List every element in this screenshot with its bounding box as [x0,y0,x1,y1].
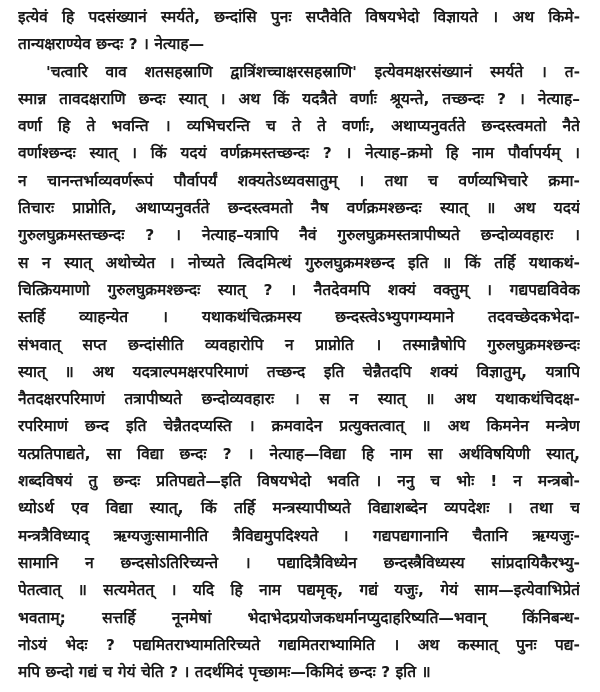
text-line: भवताम्; सत्तर्हि नूनमेषां भेदाभेदप्रयोजकधर्मानप्युदाहरिष्यति—भवान् किंनिबन्ध- [18,608,580,627]
text-line: संभवात् सप्त छन्दांसीति व्यवहारोपि न प्राप्नोति । तस्मान्नैषोपि गुरुलघुक्रमश्छन्दः [18,335,580,354]
text-line: वर्णा हि ते भवन्ति । व्यभिचरन्ति च ते ते वर्णाः, अथाप्यनुवर्तते छन्दस्त्वमतो नैते [18,117,580,136]
text-line: शब्दविषयं तु छन्दः प्रतिपद्यते—इति विषयभेदो भवति । ननु च भोः ! न मन्त्रबो- [18,472,580,491]
text-line: यत्प्रतिपाद्यते, सा विद्या छन्दः ? । नेत्याह—विद्या हि नाम सा अर्थविषयिणी स्यात्, [18,444,580,463]
text-line: स्यात् ॥ अथ यदत्राल्पमक्षरपरिमाणं तच्छन्द इति चेन्नैतदपि शक्यं विज्ञातुम्, यत्रापि [18,362,580,381]
text-line: रपरिमाणं छन्द इति चेन्नैतदप्यस्ति । क्रमवादेन प्रत्युक्तत्वात् ॥ अथ किमनेन मन्त्रेण [18,417,580,436]
text-line: स न स्यात् अथोच्येत । नोच्यते त्विदमित्थं गुरुलघुक्रमश्छन्द इति ॥ किं तर्हि यथाकथं- [18,253,580,272]
text-line: इत्येवं हि पदसंख्यानं स्मर्यते, छन्दांसि पुनः सप्तैवेति विषयभेदो विज्ञायते । अथ किमे- [18,8,580,26]
text-line: पेतत्वात् ॥ सत्यमेतत् । यदि हि नाम पद्यमृक्, गद्यं यजुः, गेयं साम—इत्येवाभिप्रेतं [18,581,580,600]
text-line: सामानि न छन्दसोऽतिरिच्यन्ते । पद्यादित्रैविध्येन छन्दस्त्रैविध्यस्य सांप्रदायिकैरभ्यु- [18,553,580,572]
document-page [18,4,580,686]
text-line: न चानन्तर्भाव्यवर्णरूपं पौर्वापर्यं शक्यतेऽध्यवसातुम् । तथा च वर्णव्यभिचारे क्रमा- [18,171,580,190]
text-line: नैतदक्षरपरिमाणं तत्रापीष्यते छन्दोव्यवहारः । स न स्यात् ॥ अथ यथाकथंचिदक्ष- [18,390,580,409]
paragraph-start-line: 'चत्वारि वाव शतसहस्राणि द्वात्रिंशच्चाक्षरसहस्राणि' इत्येवमक्षरसंख्यानं स्मर्यते । त- [46,62,580,81]
text-line: मन्त्रत्रैविध्याद् ऋग्यजुःसामानीति त्रैविद्यमुपदिश्यते । गद्यपद्यगानानि चैतानि ऋग्यजुः- [18,526,580,545]
text-line: गुरुलघुक्रमस्तच्छन्दः ? । नेत्याह–यत्रापि नैवं गुरुलघुक्रमस्तत्रापीष्यते छन्दोव्यवहारः । [18,226,580,245]
text-line: तान्यक्षराण्येव छन्दः ? । नेत्याह— [18,35,205,54]
text-line: ध्योऽर्थ एव विद्या स्यात्, किं तर्हि मन्त्रस्यापीष्यते विद्याशब्देन व्यपदेशः । तथा च [18,499,580,518]
text-line: चित्क्रियमाणो गुरुलघुक्रमश्छन्दः स्यात् ? । नैतदेवमपि शक्यं वक्तुम् । गद्यपद्यविवेक [18,280,580,299]
text-line: स्मान्न तावदक्षराणि छन्दः स्यात् । अथ किं यदत्रैते वर्णाः श्रूयन्ते, तच्छन्दः ? । नेत्याह– [18,89,580,108]
text-line: तिचारः प्राप्नोति, अथाप्यनुवर्तते छन्दस्त्वमतो नैष वर्णक्रमश्छन्दः स्यात् ॥ अथ यदयं [18,199,580,218]
text-line: वर्णाश्छन्दः स्यात् । किं यदयं वर्णक्रमस्तच्छन्दः ? । नेत्याह–क्रमो हि नाम पौर्वापर्यम् । [18,144,580,163]
text-line: मपि छन्दो गद्यं च गेयं चेति ? । तदर्थमिदं पृच्छामः—किमिदं छन्दः ? इति ॥ [18,663,431,682]
text-line: नोऽयं भेदः ? पद्यमितराभ्यामतिरिच्यते गद्यमितराभ्यामिति । अथ कस्मात् पुनः पद्य- [18,635,580,654]
text-line: स्तर्हि व्याहन्येत । यथाकथंचित्क्रमस्य छन्दस्त्वेऽभ्युपगम्यमाने तदवच्छेदकभेदा- [18,308,580,327]
